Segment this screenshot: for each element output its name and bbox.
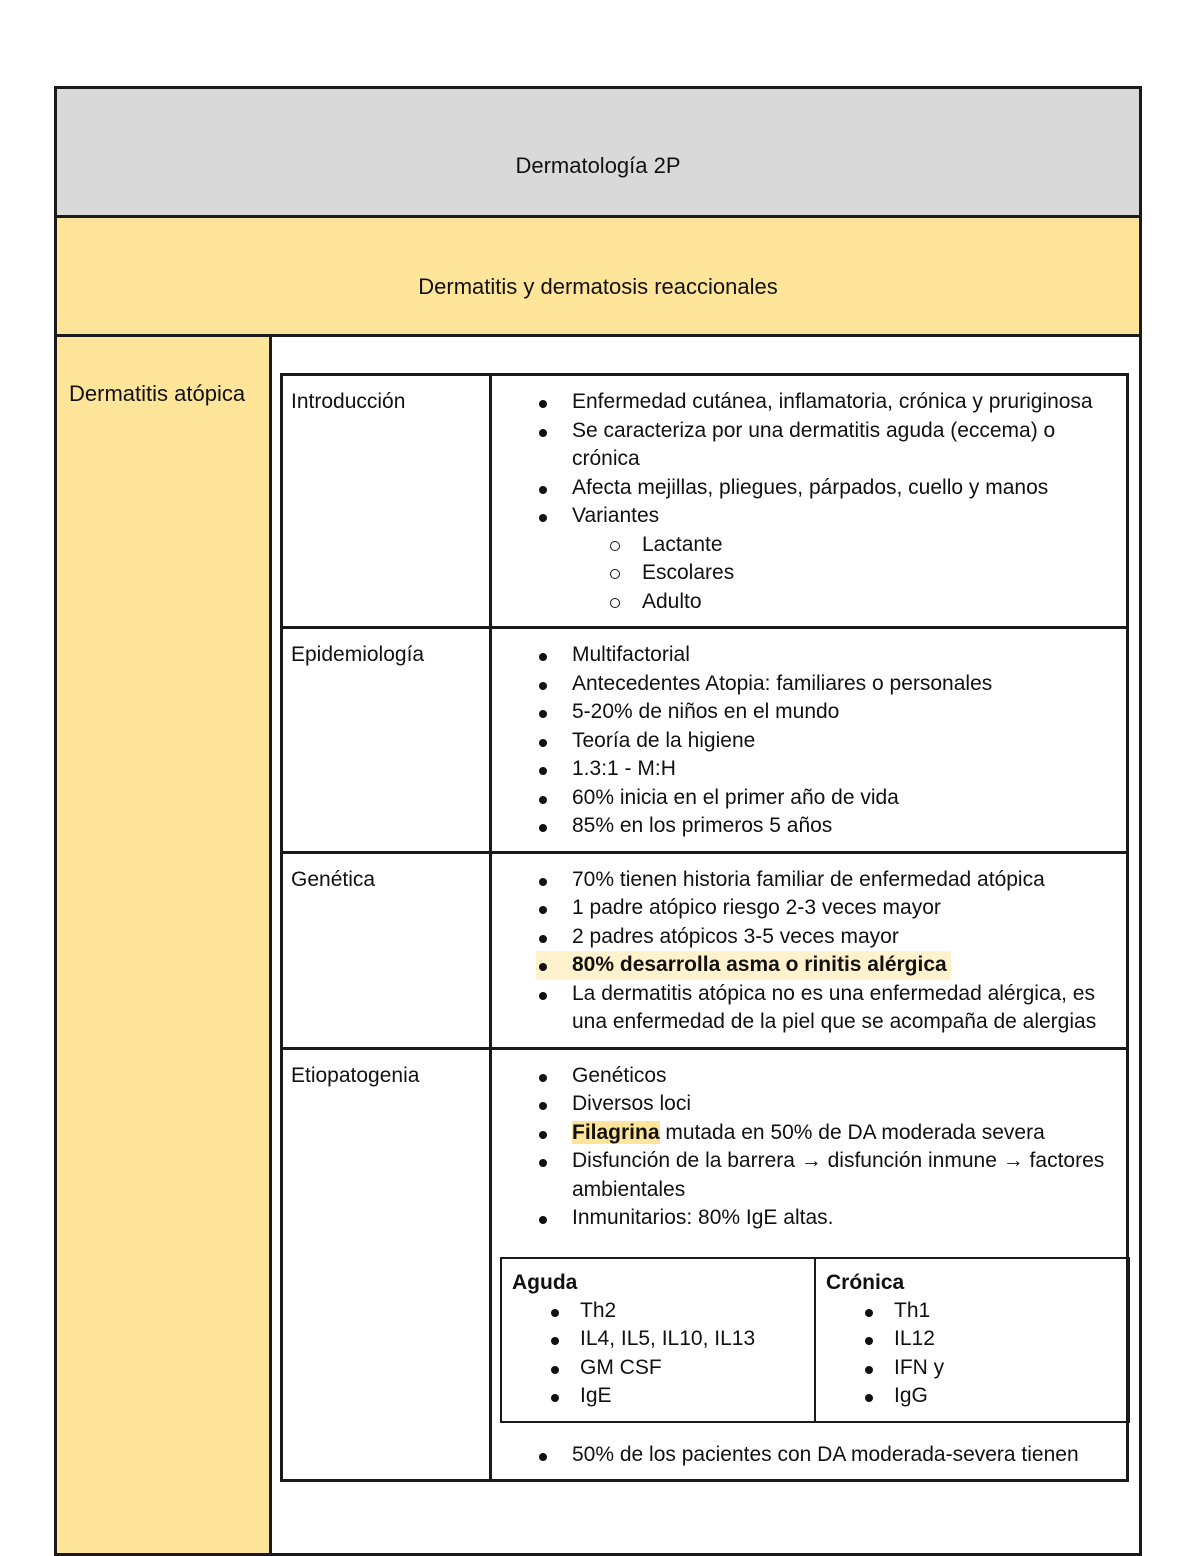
aguda-cell (501, 1258, 815, 1422)
list-item: GM CSF (548, 1354, 804, 1383)
topic-detail-table (280, 373, 1129, 1482)
list-item: 60% inicia en el primer año de vida (536, 784, 1116, 813)
list-item: Teoría de la higiene (536, 727, 1116, 756)
list-item: IFN y (862, 1354, 1118, 1383)
section-title: Dermatitis y dermatosis reaccionales (56, 217, 1141, 336)
list-item (536, 502, 1116, 616)
sublist-item: Lactante (608, 531, 1116, 560)
list-item: La dermatitis atópica no es una enfermedad alérgica, es una enfermedad de la piel que se acompaña de alergias (536, 980, 1116, 1037)
highlighted-list-item: 80% desarrolla asma o rinitis alérgica (536, 951, 951, 980)
list-item: 70% tienen historia familiar de enfermedad atópica (536, 866, 1116, 895)
list-item: 50% de los pacientes con DA moderada-severa tienen (536, 1441, 1116, 1470)
list-item: Diversos loci (536, 1090, 1116, 1119)
sublist (572, 531, 1116, 617)
sublist-item: Adulto (608, 588, 1116, 617)
highlighted-term: Filagrina (572, 1120, 660, 1144)
row-content (491, 628, 1128, 853)
notes-table (54, 86, 1142, 1556)
list-item: 1.3:1 - M:H (536, 755, 1116, 784)
row-content (491, 1048, 1128, 1481)
row-introduccion (282, 375, 1128, 628)
list-item: Multifactorial (536, 641, 1116, 670)
row-etiopatogenia (282, 1048, 1128, 1481)
list-item: 2 padres atópicos 3-5 veces mayor (536, 923, 1116, 952)
list-item: IL4, IL5, IL10, IL13 (548, 1325, 804, 1354)
row-label: Introducción (282, 375, 491, 628)
list-item: IgG (862, 1382, 1118, 1411)
list-item: Enfermedad cutánea, inflamatoria, crónica y pruriginosa (536, 388, 1116, 417)
document-title: Dermatología 2P (56, 88, 1141, 217)
cronica-cell (815, 1258, 1129, 1422)
list-item: 85% en los primeros 5 años (536, 812, 1116, 841)
list-item (536, 1119, 1116, 1148)
topic-content (271, 336, 1141, 1555)
list-item: Inmunitarios: 80% IgE altas. (536, 1204, 1116, 1233)
row-label: Genética (282, 852, 491, 1048)
aguda-cronica-table (500, 1257, 1130, 1423)
list-item-label: Variantes (572, 504, 660, 527)
row-content (491, 375, 1128, 628)
list-item: Disfunción de la barrera → disfunción inmune → factores ambientales (536, 1147, 1116, 1204)
row-content (491, 852, 1128, 1048)
list-item: 1 padre atópico riesgo 2-3 veces mayor (536, 894, 1116, 923)
row-label: Etiopatogenia (282, 1048, 491, 1481)
list-item: Th1 (862, 1297, 1118, 1326)
list-item: Th2 (548, 1297, 804, 1326)
list-item: IgE (548, 1382, 804, 1411)
list-item: Afecta mejillas, pliegues, párpados, cuello y manos (536, 474, 1116, 503)
aguda-title: Aguda (512, 1270, 578, 1294)
row-epidemiologia (282, 628, 1128, 853)
list-item-text: mutada en 50% de DA moderada severa (659, 1120, 1045, 1144)
list-item: 5-20% de niños en el mundo (536, 698, 1116, 727)
document-page (54, 86, 1142, 1556)
topic-title: Dermatitis atópica (56, 336, 271, 1555)
row-label: Epidemiología (282, 628, 491, 853)
list-item: Genéticos (536, 1062, 1116, 1091)
list-item: Se caracteriza por una dermatitis aguda (eccema) o crónica (536, 417, 1116, 474)
cronica-title: Crónica (826, 1270, 905, 1294)
list-item: IL12 (862, 1325, 1118, 1354)
list-item: Antecedentes Atopia: familiares o personales (536, 670, 1116, 699)
row-genetica (282, 852, 1128, 1048)
sublist-item: Escolares (608, 559, 1116, 588)
